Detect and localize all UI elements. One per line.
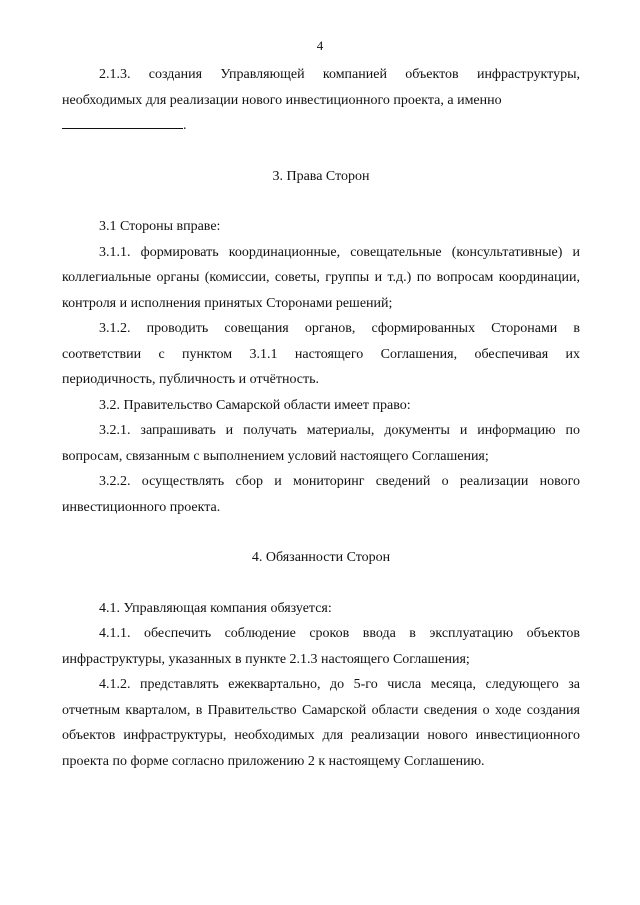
- clause-3-2-2: 3.2.2. осуществлять сбор и мониторинг сведений о реализации нового инвестиционного проекта.: [62, 474, 580, 515]
- clause-4-1: 4.1. Управляющая компания обязуется:: [99, 600, 332, 616]
- clause-2-1-3-tail: .: [183, 118, 187, 133]
- clause-4-1-1: 4.1.1. обеспечить соблюдение сроков ввода в эксплуатацию объектов инфраструктуры, указанных в пункте 2.1.3 настоящего Соглашения;: [62, 626, 580, 667]
- section-3-heading: 3. Права Сторон: [272, 168, 370, 184]
- fill-in-blank-line: [62, 114, 183, 129]
- clause-4-1-2: 4.1.2. представлять ежеквартально, до 5-го числа месяца, следующего за отчетным кварталом, в Правительство Самарской области сведения о ходе создания объектов инфраструктуры, необходимых для реализации нового инвестиционного проекта по форме согласно приложению 2 к настоящему Соглашению.: [62, 677, 580, 769]
- clause-3-1: 3.1 Стороны вправе:: [99, 219, 221, 234]
- clause-3-1-1: 3.1.1. формировать координационные, совещательные (консультативные) и коллегиальные органы (комиссии, советы, группы и т.д.) по вопросам координации, контроля и исполнения принятых Сторонами решений;: [62, 244, 580, 311]
- clause-2-1-3-text: 2.1.3. создания Управляющей компанией объектов инфраструктуры, необходимых для реализации нового инвестиционного проекта, а именно: [62, 67, 580, 108]
- clause-3-1-2: 3.1.2. проводить совещания органов, сформированных Сторонами в соответствии с пунктом 3.1.1 настоящего Соглашения, обеспечивая их периодичность, публичность и отчётность.: [62, 321, 580, 387]
- section-4-heading: 4. Обязанности Сторон: [251, 550, 391, 565]
- document-body: [62, 62, 580, 774]
- clause-3-2: 3.2. Правительство Самарской области имеет право:: [99, 397, 411, 413]
- clause-2-1-3: [62, 62, 580, 139]
- clause-3-2-1: 3.2.1. запрашивать и получать материалы, документы и информацию по вопросам, связанным с выполнением условий настоящего Соглашения;: [62, 423, 580, 464]
- page-number: 4: [316, 38, 324, 53]
